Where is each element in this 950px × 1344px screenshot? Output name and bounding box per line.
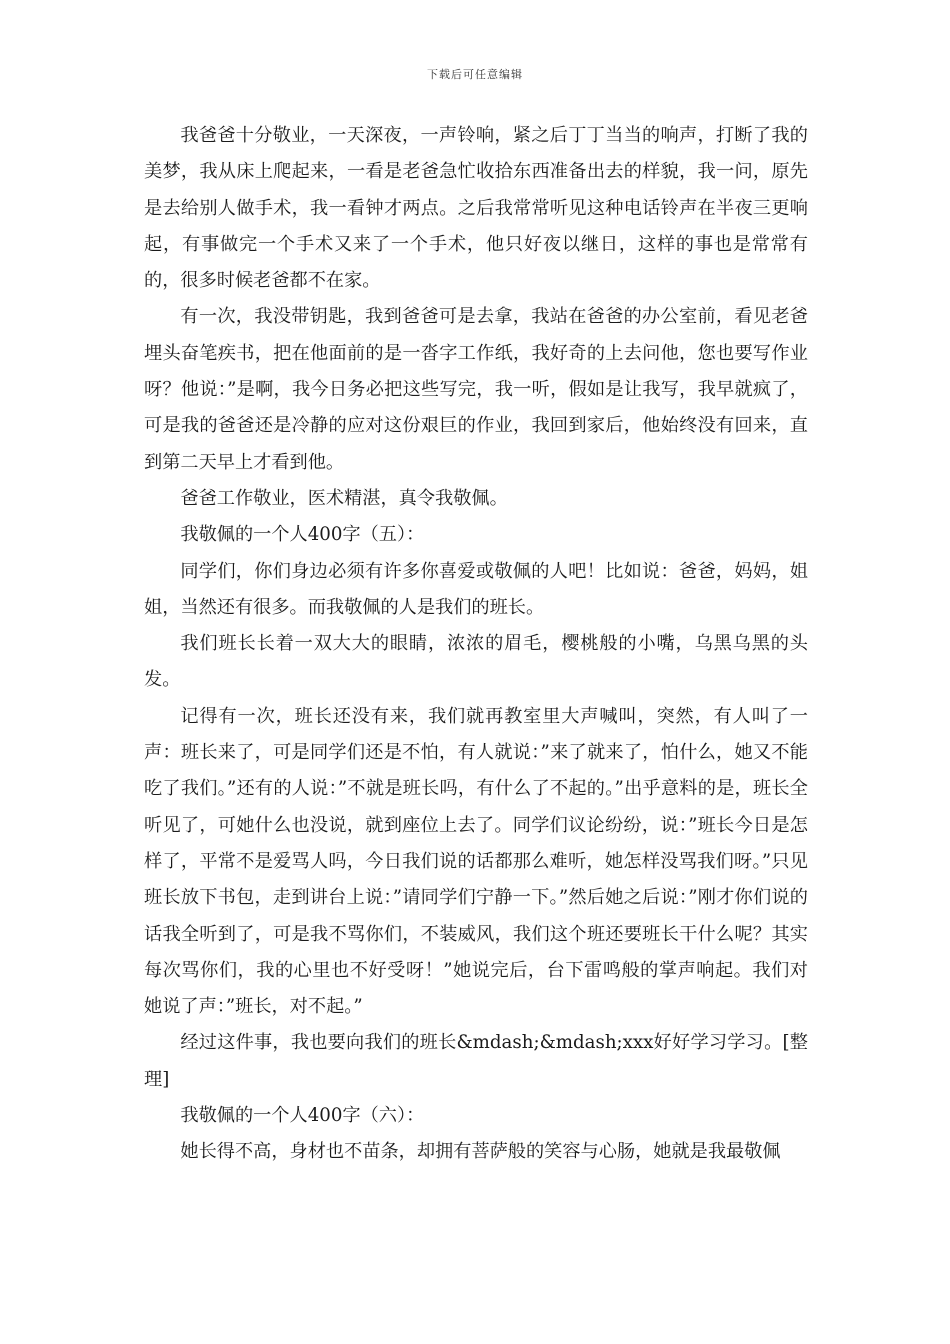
paragraph-6: 记得有一次，班长还没有来，我们就再教室里大声喊叫，突然，有人叫了一声：班长来了，可是同学们还是不怕，有人就说：”来了就来了，怕什么，她又不能吃了我们。”还有的人说：”不就是班长吗，有什么了不起的。”出乎意料的是，班长全听见了，可她什么也没说，就到座位上去了。同学们议论纷纷，说：”班长今日是怎样了，平常不是爱骂人吗，今日我们说的话都那么难听，她怎样没骂我们呀。”只见班长放下书包，走到讲台上说：”请同学们宁静一下。”然后她之后说：”刚才你们说的话我全听到了，可是我不骂你们，不装威风，我们这个班还要班长干什么呢？其实每次骂你们，我的心里也不好受呀！”她说完后，台下雷鸣般的掌声响起。我们对她说了声：”班长，对不起。”: [144, 705, 808, 1018]
paragraph-7: 经过这件事，我也要向我们的班长&mdash;&mdash;xxx好好学习学习。[整理]: [144, 1032, 808, 1090]
paragraph-4: 同学们，你们身边必须有许多你喜爱或敬佩的人吧！比如说：爸爸，妈妈，姐姐，当然还有很多。而我敬佩的人是我们的班长。: [144, 560, 808, 618]
section-heading-5: 我敬佩的一个人400字（五）：: [180, 524, 425, 546]
document-body: [144, 118, 808, 1171]
paragraph-8: 她长得不高，身材也不苗条，却拥有菩萨般的笑容与心肠，她就是我最敬佩: [180, 1141, 781, 1163]
page-header: 下载后可任意编辑: [427, 68, 523, 81]
paragraph-5: 我们班长长着一双大大的眼睛，浓浓的眉毛，樱桃般的小嘴，乌黑乌黑的头发。: [144, 633, 808, 691]
paragraph-2: 有一次，我没带钥匙，我到爸爸可是去拿，我站在爸爸的办公室前，看见老爸埋头奋笔疾书，把在他面前的是一沓字工作纸，我好奇的上去问他，您也要写作业呀？他说：”是啊，我今日务必把这些写完，我一听，假如是让我写，我早就疯了，可是我的爸爸还是冷静的应对这份艰巨的作业，我回到家后，他始终没有回来，直到第二天早上才看到他。: [144, 306, 808, 473]
section-heading-6: 我敬佩的一个人400字（六）：: [180, 1105, 425, 1127]
paragraph-3: 爸爸工作敬业，医术精湛，真令我敬佩。: [180, 487, 508, 509]
paragraph-1: 我爸爸十分敬业，一天深夜，一声铃响，紧之后丁丁当当的响声，打断了我的美梦，我从床上爬起来，一看是老爸急忙收拾东西准备出去的样貌，我一问，原先是去给别人做手术，我一看钟才两点。之后我常常听见这种电话铃声在半夜三更响起，有事做完一个手术又来了一个手术，他只好夜以继日，这样的事也是常常有的，很多时候老爸都不在家。: [144, 125, 808, 292]
